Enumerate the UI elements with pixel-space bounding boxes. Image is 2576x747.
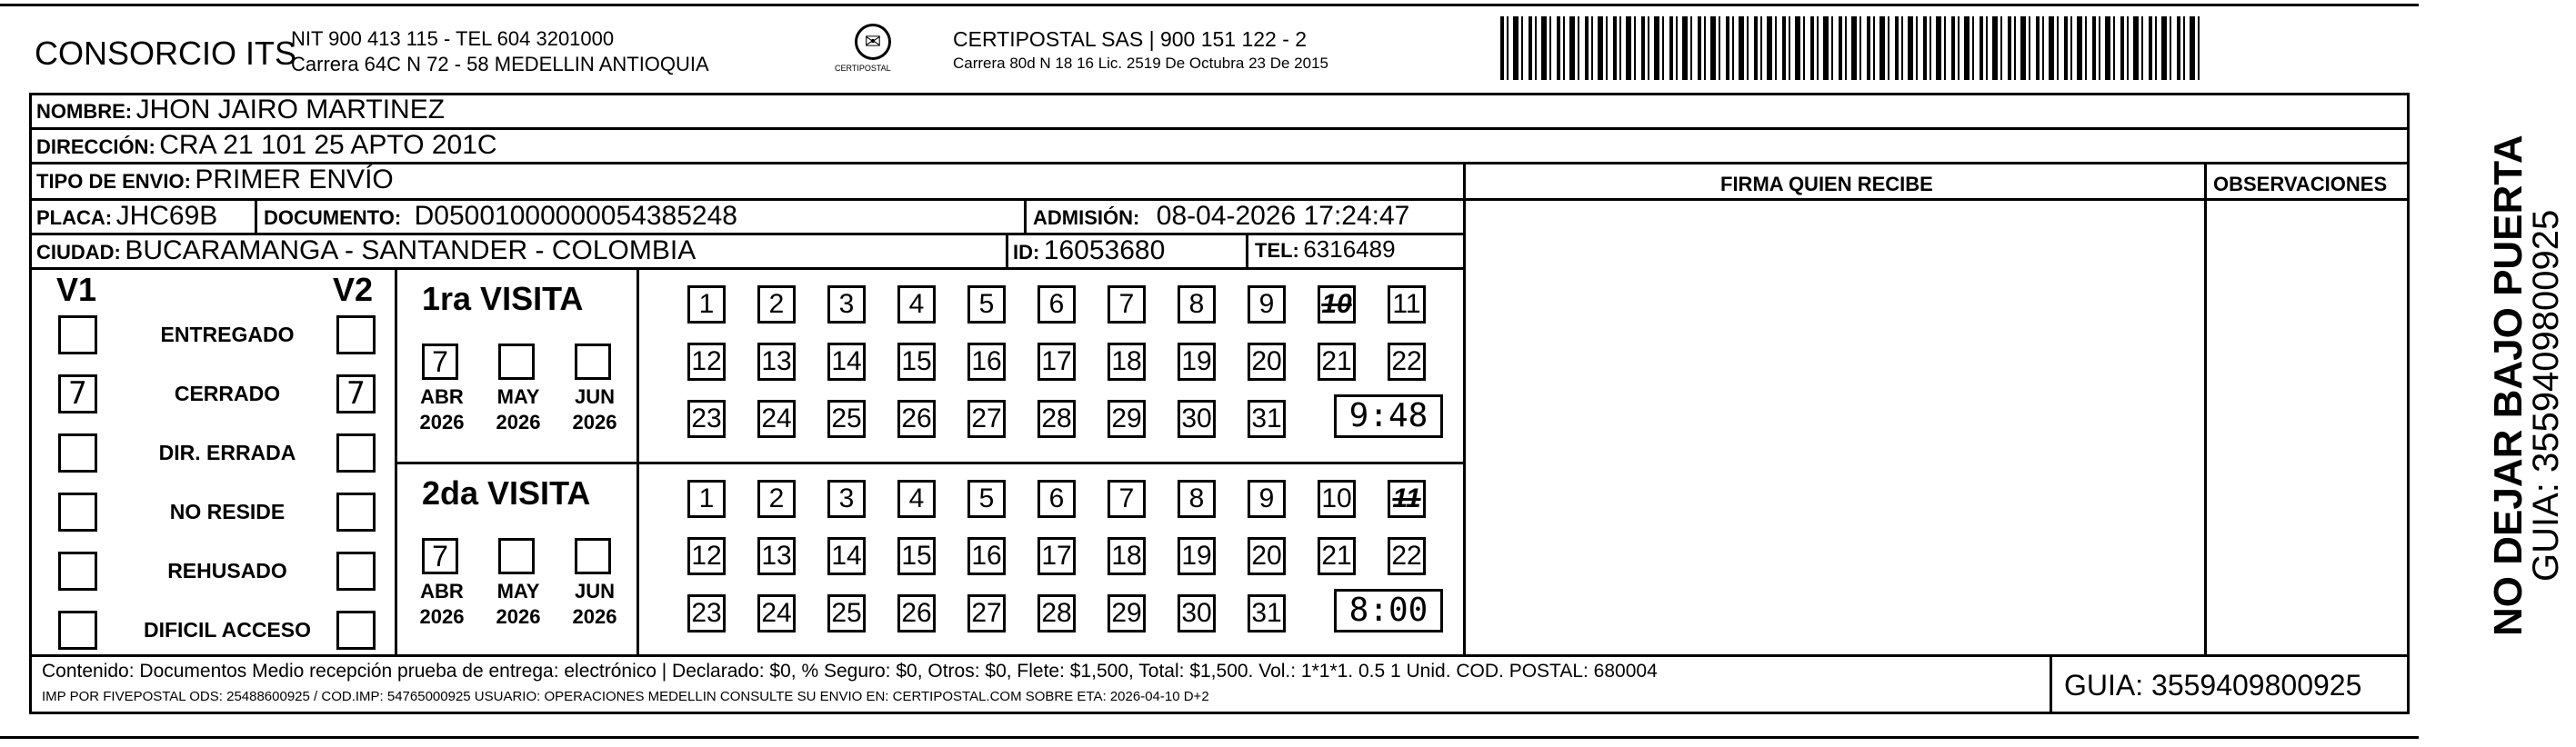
day-box[interactable]: 22 [1388,537,1426,575]
id-label: ID: [1013,241,1040,264]
day-box[interactable]: 23 [687,400,726,438]
ciudad-label: CIUDAD: [36,241,121,264]
day-box[interactable]: 6 [1037,285,1076,324]
tipo-field [36,164,394,195]
day-box[interactable]: 21 [1318,537,1356,575]
day-box[interactable]: 3 [827,480,866,518]
status-option-label: ENTREGADO [160,323,295,346]
status-option-label: REHUSADO [167,559,287,583]
certipostal-logo-icon: ✉ [855,24,891,60]
ciudad-value: BUCARAMANGA - SANTANDER - COLOMBIA [125,235,697,265]
day-box[interactable]: 23 [687,594,726,632]
day-box[interactable]: 27 [967,400,1006,438]
id-field [1013,235,1165,266]
day-box[interactable]: 14 [827,537,866,575]
tel-field [1255,235,1396,264]
day-box[interactable]: 19 [1178,343,1216,381]
nombre-label: NOMBRE: [36,100,133,123]
day-box[interactable]: 6 [1037,480,1076,518]
day-box[interactable]: 17 [1037,343,1076,381]
day-box[interactable]: 26 [897,594,936,632]
cell-divider [1246,233,1248,267]
day-box[interactable]: 10 [1318,480,1356,518]
cell-divider [1024,198,1027,233]
day-box[interactable]: 13 [757,537,796,575]
status-option-label: DIR. ERRADA [158,441,296,464]
day-box[interactable]: 16 [967,537,1006,575]
year-label: 2026 [496,605,541,628]
day-box[interactable]: 2 [757,480,796,518]
logo-text: CERTIPOSTAL [835,64,891,73]
day-box[interactable]: 7 [1108,480,1146,518]
year-label: 2026 [572,605,617,628]
direccion-field [36,130,497,161]
row-divider [29,267,1466,270]
month-label: ABR [420,580,464,603]
cell-divider [255,198,257,233]
day-box[interactable]: 1 [687,480,726,518]
status-option-label: CERRADO [174,382,281,405]
status-option-label: DIFICIL ACCESO [143,618,311,642]
footer-cell-divider [2050,654,2052,714]
day-box[interactable]: 8 [1178,480,1216,518]
nit-line: NIT 900 413 115 - TEL 604 3201000 [291,27,615,50]
tipo-label: TIPO DE ENVIO: [36,170,191,193]
year-label: 2026 [496,411,541,433]
day-box[interactable]: 4 [897,480,936,518]
v2-checkbox[interactable] [336,552,376,591]
day-box[interactable]: 2 [757,285,796,324]
v1-checkbox[interactable] [58,552,97,591]
day-box[interactable]: 31 [1248,594,1286,632]
visit-title: 1ra VISITA [422,280,584,317]
day-box[interactable]: 10 [1318,285,1356,324]
id-value: 16053680 [1043,235,1166,265]
month-label: MAY [496,385,540,408]
day-box[interactable]: 17 [1037,537,1076,575]
status-divider [395,267,397,654]
barcode [1500,16,2200,80]
day-box[interactable]: 31 [1248,400,1286,438]
day-box[interactable]: 15 [897,537,936,575]
cell-divider [1006,233,1008,267]
admision-field [1033,201,1409,232]
day-box[interactable]: 19 [1178,537,1216,575]
tipo-value: PRIMER ENVÍO [195,164,394,194]
company-name: CONSORCIO ITS [35,35,297,72]
placa-field [36,201,217,232]
v2-checkbox[interactable] [336,315,376,354]
day-box[interactable]: 26 [897,400,936,438]
side-guia: GUIA: 3559409800925 [2526,209,2566,582]
day-box[interactable]: 11 [1388,480,1426,518]
v2-label: V2 [333,271,374,308]
admision-value: 08-04-2026 17:24:47 [1156,201,1410,231]
v2-checkbox[interactable] [336,493,376,532]
v1-checkbox[interactable]: 7 [58,374,97,413]
day-box[interactable]: 18 [1108,343,1146,381]
month-label: MAY [496,580,540,603]
visits-divider [636,267,639,654]
day-box[interactable]: 30 [1178,400,1216,438]
v1-checkbox[interactable] [58,493,97,532]
admision-label: ADMISIÓN: [1033,206,1140,229]
day-box[interactable]: 30 [1178,594,1216,632]
no-dejar-warning: NO DEJAR BAJO PUERTA [2486,134,2531,636]
year-label: 2026 [419,411,465,433]
day-box[interactable]: 18 [1108,537,1146,575]
year-label: 2026 [419,605,465,628]
visits-split [395,462,1466,464]
day-box[interactable]: 14 [827,343,866,381]
nombre-value: JHON JAIRO MARTINEZ [135,95,446,124]
v1-checkbox[interactable] [58,611,97,650]
status-option-label: NO RESIDE [169,500,286,523]
footer-divider [29,654,2410,657]
visit-time-box[interactable]: 8:00 [1334,589,1443,632]
firma-divider [1463,162,1466,654]
day-box[interactable]: 24 [757,594,796,632]
documento-field [264,201,737,232]
tel-label: TEL: [1255,239,1299,262]
v1-label: V1 [56,271,97,308]
day-box[interactable]: 7 [1108,285,1146,324]
direccion-label: DIRECCIÓN: [36,135,155,158]
month-checkbox[interactable] [575,344,611,380]
v2-checkbox[interactable]: 7 [336,374,376,413]
courier-address: Carrera 80d N 18 16 Lic. 2519 De Octubra 23 De 2015 [953,55,1328,72]
day-box[interactable]: 28 [1037,400,1076,438]
footer-line2: IMP POR FIVEPOSTAL ODS: 25488600925 / COD.IMP: 54765000925 USUARIO: OPERACIONES MEDELLIN CONSULTE SU ENVIO EN: CERTIPOSTAL.COM SOBRE ETA: 2026-04-10 D+2 [42,689,1209,704]
company-address: Carrera 64C N 72 - 58 MEDELLIN ANTIOQUIA [291,53,709,75]
day-box[interactable]: 4 [897,285,936,324]
v2-checkbox[interactable] [336,433,376,473]
day-box[interactable]: 24 [757,400,796,438]
month-checkbox[interactable] [498,344,535,380]
day-box[interactable]: 25 [827,594,866,632]
day-box[interactable]: 29 [1108,594,1146,632]
tel-value: 6316489 [1303,235,1396,263]
placa-value: JHC69B [115,201,218,231]
day-box[interactable]: 5 [967,480,1006,518]
day-box[interactable]: 11 [1388,285,1426,324]
day-box[interactable]: 5 [967,285,1006,324]
visit-time-box[interactable]: 9:48 [1334,394,1443,438]
day-box[interactable]: 29 [1108,400,1146,438]
day-box[interactable]: 12 [687,343,726,381]
month-checkbox[interactable] [498,538,535,574]
placa-label: PLACA: [36,206,113,229]
year-label: 2026 [572,411,617,433]
visit-title: 2da VISITA [422,474,591,512]
day-box[interactable]: 20 [1248,537,1286,575]
day-box[interactable]: 1 [687,285,726,324]
month-label: JUN [574,385,615,408]
day-box[interactable]: 8 [1178,285,1216,324]
observaciones-label: OBSERVACIONES [2213,173,2388,195]
day-box[interactable]: 25 [827,400,866,438]
month-checkbox[interactable]: 7 [422,344,458,380]
ciudad-field [36,235,696,266]
day-box[interactable]: 28 [1037,594,1076,632]
top-rule [0,4,2419,6]
firma-label: FIRMA QUIEN RECIBE [1720,173,1933,195]
nombre-field [36,95,445,125]
bottom-rule [0,736,2419,739]
day-box[interactable]: 20 [1248,343,1286,381]
day-box[interactable]: 15 [897,343,936,381]
day-box[interactable]: 16 [967,343,1006,381]
day-box[interactable]: 21 [1318,343,1356,381]
v1-checkbox[interactable] [58,433,97,473]
direccion-value: CRA 21 101 25 APTO 201C [159,130,497,160]
v2-checkbox[interactable] [336,611,376,650]
month-checkbox[interactable]: 7 [422,538,458,574]
day-box[interactable]: 9 [1248,480,1286,518]
documento-label: DOCUMENTO: [264,206,402,229]
day-box[interactable]: 13 [757,343,796,381]
day-box[interactable]: 3 [827,285,866,324]
footer-line1: Contenido: Documentos Medio recepción prueba de entrega: electrónico | Declarado: $0, % Seguro: $0, Otros: $0, Flete: $1,500, Total: $1,500. Vol.: 1*1*1. 0.5 1 Unid. COD. POSTAL: 680004 [42,661,1658,682]
month-label: JUN [574,580,615,603]
day-box[interactable]: 22 [1388,343,1426,381]
obs-divider [2204,162,2207,654]
month-checkbox[interactable] [575,538,611,574]
v1-checkbox[interactable] [58,315,97,354]
documento-value: D05001000000054385248 [414,201,737,231]
footer-guia: GUIA: 3559409800925 [2064,669,2362,702]
month-label: ABR [420,385,464,408]
day-box[interactable]: 27 [967,594,1006,632]
courier-line: CERTIPOSTAL SAS | 900 151 122 - 2 [953,27,1308,51]
day-box[interactable]: 12 [687,537,726,575]
day-box[interactable]: 9 [1248,285,1286,324]
